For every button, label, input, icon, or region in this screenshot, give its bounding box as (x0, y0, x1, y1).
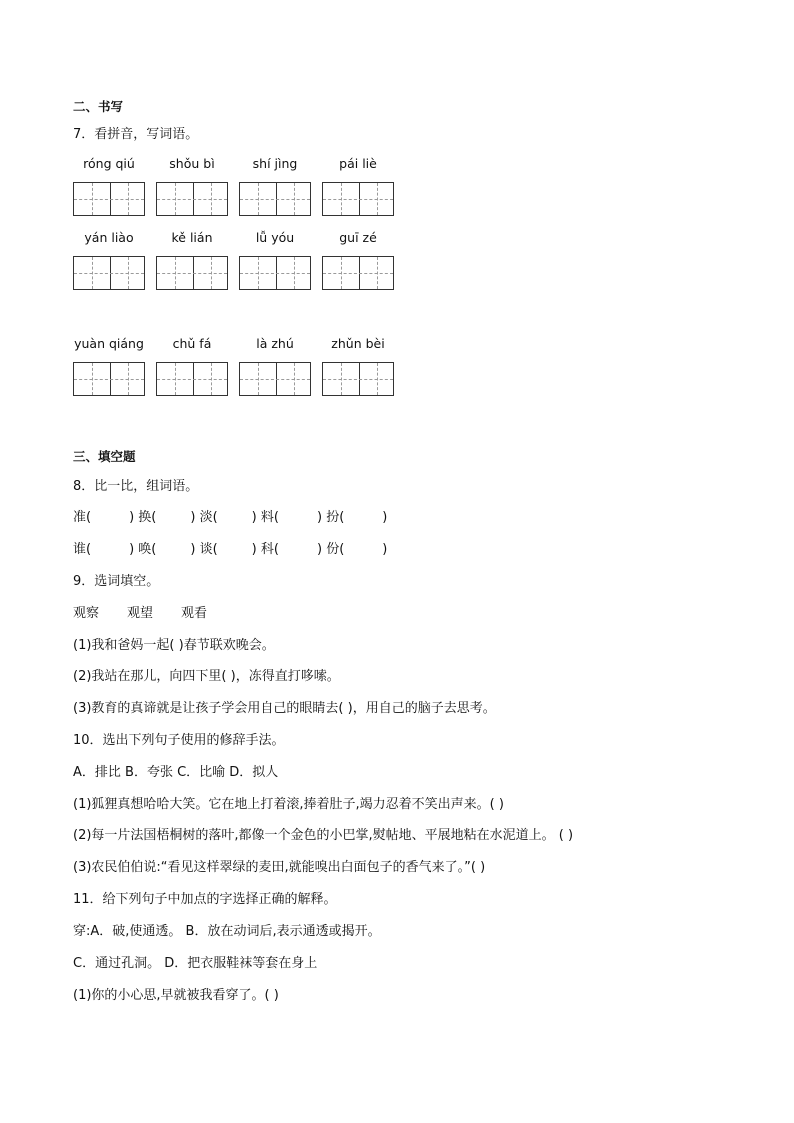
char-item: 准( (73, 510, 92, 525)
writing-box[interactable] (322, 362, 394, 396)
guide-line (240, 199, 310, 200)
guide-line (92, 363, 93, 395)
word-option: 观察 (73, 606, 100, 621)
guide-line (157, 199, 227, 200)
char-item: 科( (260, 542, 279, 557)
pinyin-label: shǒu bì (169, 156, 215, 171)
guide-line (175, 183, 176, 215)
writing-box[interactable] (239, 256, 311, 290)
char-item: 扮( (326, 510, 345, 525)
pinyin-label: lǚ yóu (255, 230, 295, 245)
pinyin-label: kě lián (171, 230, 213, 245)
guide-line (175, 257, 176, 289)
guide-line (92, 257, 93, 289)
guide-line (258, 363, 259, 395)
guide-line (211, 363, 212, 395)
guide-line (92, 183, 93, 215)
guide-line (157, 273, 227, 274)
pinyin-label: là zhú (256, 336, 294, 351)
guide-line (377, 183, 378, 215)
pinyin-label: yuàn qiáng (74, 336, 144, 351)
question-10-item-1: (1)狐狸真想哈哈大笑。它在地上打着滚,捧着肚子,竭力忍着不笑出声来。( ) (73, 797, 504, 812)
word-option: 观看 (181, 606, 208, 621)
guide-line (341, 183, 342, 215)
writing-box[interactable] (156, 362, 228, 396)
question-8-prompt: 8．比一比，组词语。 (73, 479, 199, 494)
char-item: 谈( (199, 542, 218, 557)
pinyin-label: shí jìng (252, 156, 298, 171)
guide-line (211, 183, 212, 215)
question-10-options: A．排比 B．夸张 C．比喻 D．拟人 (73, 765, 279, 780)
question-10-item-3: (3)农民伯伯说:“看见这样翠绿的麦田,就能嗅出白面包子的香气来了。”( ) (73, 860, 486, 875)
char-item: 淡( (199, 510, 218, 525)
guide-line (341, 257, 342, 289)
section-three-heading: 三、填空题 (73, 449, 136, 464)
guide-line (294, 363, 295, 395)
pinyin-label: guī zé (339, 230, 377, 245)
writing-box[interactable] (322, 182, 394, 216)
question-7-prompt: 7．看拼音，写词语。 (73, 127, 199, 142)
guide-line (74, 199, 144, 200)
guide-line (128, 257, 129, 289)
guide-line (211, 257, 212, 289)
char-item: 换( (138, 510, 157, 525)
pinyin-label: pái liè (339, 156, 377, 171)
guide-line (258, 183, 259, 215)
question-10-item-2: (2)每一片法国梧桐树的落叶,都像一个金色的小巴掌,熨帖地、平展地粘在水泥道上。 ( ) (73, 828, 574, 843)
writing-box[interactable] (156, 182, 228, 216)
question-8-row-1: 准( ) 换( ) 淡( ) 料( ) 扮( ) (73, 510, 388, 525)
question-11-definitions-2: C．通过孔洞。 D．把衣服鞋袜等套在身上 (73, 956, 318, 971)
guide-line (323, 199, 393, 200)
char-item: 料( (260, 510, 279, 525)
writing-box[interactable] (239, 182, 311, 216)
writing-box[interactable] (156, 256, 228, 290)
char-item: 唤( (138, 542, 157, 557)
question-9-item-3: (3)教育的真谛就是让孩子学会用自己的眼睛去( )，用自己的脑子去思考。 (73, 701, 496, 716)
guide-line (377, 363, 378, 395)
question-11-item-1: (1)你的小心思,早就被我看穿了。( ) (73, 988, 279, 1003)
question-9-prompt: 9．选词填空。 (73, 574, 160, 589)
guide-line (323, 379, 393, 380)
writing-box[interactable] (73, 182, 145, 216)
guide-line (341, 363, 342, 395)
char-item: 份( (326, 542, 345, 557)
question-9-item-2: (2)我站在那儿，向四下里( )，冻得直打哆嗦。 (73, 669, 340, 684)
guide-line (240, 379, 310, 380)
guide-line (323, 273, 393, 274)
writing-box[interactable] (73, 256, 145, 290)
writing-box[interactable] (73, 362, 145, 396)
pinyin-label: róng qiú (83, 156, 135, 171)
guide-line (74, 273, 144, 274)
question-11-definitions-1: 穿:A．破,使通透。 B．放在动词后,表示通透或揭开。 (73, 924, 381, 939)
pinyin-label: yán liào (84, 230, 134, 245)
guide-line (258, 257, 259, 289)
guide-line (377, 257, 378, 289)
char-item: 谁( (73, 542, 92, 557)
question-9-item-1: (1)我和爸妈一起( )春节联欢晚会。 (73, 638, 275, 653)
guide-line (128, 183, 129, 215)
guide-line (157, 379, 227, 380)
guide-line (175, 363, 176, 395)
guide-line (74, 379, 144, 380)
question-11-prompt: 11．给下列句子中加点的字选择正确的解释。 (73, 892, 337, 907)
question-8-row-2: 谁( ) 唤( ) 谈( ) 科( ) 份( ) (73, 542, 388, 557)
guide-line (294, 257, 295, 289)
writing-box[interactable] (322, 256, 394, 290)
pinyin-label: zhǔn bèi (331, 336, 385, 351)
question-9-word-bank (73, 602, 207, 621)
guide-line (294, 183, 295, 215)
writing-box[interactable] (239, 362, 311, 396)
guide-line (240, 273, 310, 274)
word-option: 观望 (127, 606, 154, 621)
guide-line (128, 363, 129, 395)
section-two-heading: 二、书写 (73, 99, 124, 114)
question-10-prompt: 10．选出下列句子使用的修辞手法。 (73, 733, 285, 748)
pinyin-label: chǔ fá (172, 336, 212, 351)
